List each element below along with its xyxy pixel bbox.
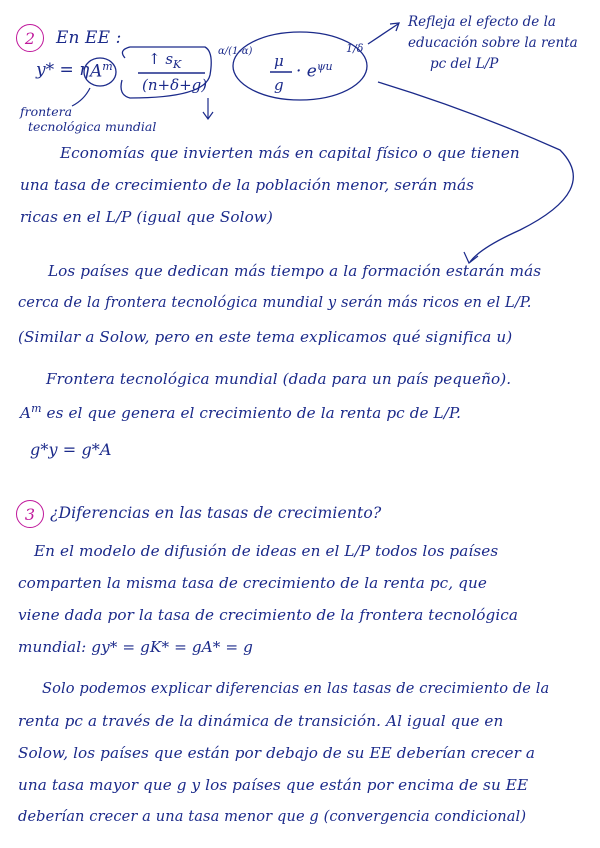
section-two-paragraph-one-line-1: Economías que invierten más en capital físico o que tienen <box>60 144 520 162</box>
arrow-to-right-note <box>368 24 398 44</box>
steady-state-formula <box>36 60 89 80</box>
formula-fraction-denominator: (n+δ+g) <box>142 76 208 94</box>
section-two-paragraph-three-line-1: Frontera tecnológica mundial (dada para un país pequeño). <box>46 370 512 388</box>
section-two-paragraph-two-line-3: (Similar a Solow, pero en este tema explicamos qué significa u) <box>18 328 513 346</box>
formula-exponent-delta: 1/δ <box>346 42 364 55</box>
formula-a-m: $A^m$ <box>90 60 113 82</box>
formula-e-term: · $e^{\psi u}$ <box>296 60 333 82</box>
section-three-heading: ¿Diferencias en las tasas de crecimiento? <box>50 504 382 522</box>
formula-exponent-alpha: α/(1-α) <box>218 46 253 57</box>
formula-mu: μ <box>274 52 284 70</box>
frontier-label: frontera tecnológica mundial <box>20 104 157 134</box>
section-three-paragraph-two-line-5: deberían crecer a una tasa menor que g (convergencia condicional) <box>18 808 527 825</box>
section-three-paragraph-one-line-1: En el modelo de difusión de ideas en el L/P todos los países <box>34 542 499 560</box>
section-two-paragraph-one-line-3: ricas en el L/P (igual que Solow) <box>20 208 273 226</box>
education-effect-note: Refleja el efecto de la educación sobre la renta pc del L/P <box>408 14 578 72</box>
formula-fraction-numerator: ↑ $s_K$ <box>148 50 182 71</box>
section-two-paragraph-two-line-1: Los países que dedican más tiempo a la formación estarán más <box>48 262 542 280</box>
section-three-paragraph-two-line-1: Solo podemos explicar diferencias en las tasas de crecimiento de la <box>42 680 550 697</box>
section-three-paragraph-one-line-2: comparten la misma tasa de crecimiento de la renta pc, que <box>18 574 487 592</box>
section-two-heading: En EE : <box>56 28 122 48</box>
section-three-paragraph-two-line-4: una tasa mayor que g y los países que están por encima de su EE <box>18 776 529 794</box>
a-m-symbol: A <box>20 404 32 423</box>
section-two-paragraph-one-line-2: una tasa de crecimiento de la población menor, serán más <box>20 176 475 194</box>
formula-lhs: y* = η <box>36 60 90 80</box>
section-two-paragraph-three-line-2: $A^m$ es el que genera el crecimiento de la renta pc de L/P. <box>20 402 462 423</box>
curved-arrow-to-paragraph-two <box>378 82 573 262</box>
section-number-three: 3 <box>16 500 44 528</box>
growth-equation: g*y = g*A <box>30 440 112 459</box>
section-two-paragraph-two-line-2: cerca de la frontera tecnológica mundial y serán más ricos en el L/P. <box>18 294 532 311</box>
formula-g-den: g <box>274 76 284 94</box>
section-three-paragraph-two-line-2: renta pc a través de la dinámica de transición. Al igual que en <box>18 712 504 730</box>
section-three-paragraph-one-line-4: mundial: gy* = gK* = gA* = g <box>18 638 253 656</box>
section-three-paragraph-one-line-3: viene dada por la tasa de crecimiento de la frontera tecnológica <box>18 606 519 624</box>
section-three-paragraph-two-line-3: Solow, los países que están por debajo de su EE deberían crecer a <box>18 744 536 762</box>
section-number-two: 2 <box>16 24 44 52</box>
